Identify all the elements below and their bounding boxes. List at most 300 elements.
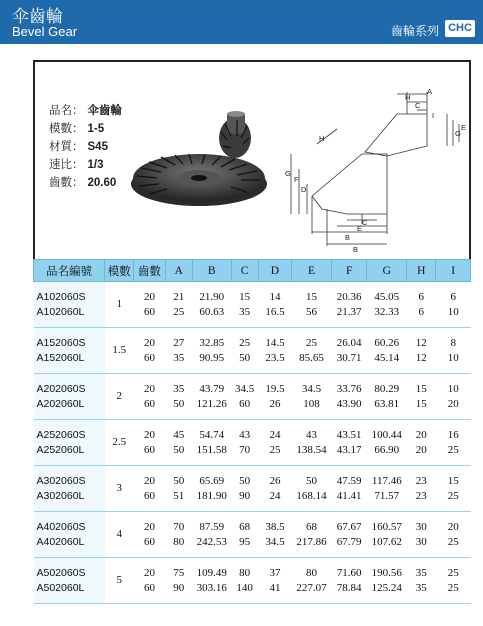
cell-c-value: 68 (239, 520, 251, 533)
cell-c-value: 60 (239, 397, 251, 410)
page-header (0, 0, 483, 44)
cell-d (258, 420, 291, 466)
cell-d-value: 24 (269, 489, 281, 502)
cell-teeth-value: 20 (144, 428, 156, 441)
cell-h-value: 30 (415, 535, 427, 548)
cell-c-value: 15 (239, 290, 251, 303)
cell-b-value: 181.90 (196, 489, 227, 502)
dim-label-h2: H (319, 134, 325, 143)
cell-b (192, 374, 231, 420)
cell-g-value: 160.57 (371, 520, 402, 533)
cell-module-value: 5 (116, 574, 122, 586)
cell-teeth-value: 60 (144, 535, 156, 548)
cell-d (258, 558, 291, 604)
cell-d-value: 16.5 (265, 305, 285, 318)
title-english: Bevel Gear (12, 24, 78, 39)
dim-label-b2: B (345, 233, 351, 242)
cell-b-value: 54.74 (199, 428, 225, 441)
cell-i-value: 25 (447, 443, 459, 456)
cell-b (192, 328, 231, 374)
cell-a (165, 512, 192, 558)
cell-b-value: 60.63 (199, 305, 225, 318)
cell-code (34, 328, 105, 374)
cell-d-value: 26 (269, 474, 281, 487)
col-header-c: C (231, 260, 258, 282)
cell-d (258, 374, 291, 420)
cell-module (105, 374, 134, 420)
cell-f (331, 558, 367, 604)
cell-f-value: 20.36 (336, 290, 362, 303)
cell-code-value: A202060S (36, 382, 86, 395)
cell-g (367, 420, 407, 466)
table-row (34, 558, 471, 604)
cell-g (367, 512, 407, 558)
col-header-g: G (367, 260, 407, 282)
col-header-module: 模數 (105, 260, 134, 282)
cell-h-value: 6 (418, 305, 425, 318)
cell-c-value: 50 (239, 351, 251, 364)
cell-f (331, 374, 367, 420)
dim-label-c: C (362, 218, 368, 227)
cell-d (258, 328, 291, 374)
cell-c (231, 374, 258, 420)
cell-h-value: 12 (415, 351, 427, 364)
cell-i-value: 10 (447, 382, 459, 395)
cell-teeth (134, 420, 165, 466)
cell-code (34, 558, 105, 604)
cell-e (292, 374, 332, 420)
cell-i-value: 16 (447, 428, 459, 441)
cell-d-value: 24 (269, 428, 281, 441)
cell-teeth-value: 20 (144, 566, 156, 579)
cell-f (331, 282, 367, 328)
cell-d-value: 23.5 (265, 351, 285, 364)
dim-label-e: E (357, 224, 363, 233)
cell-g-value: 66.90 (374, 443, 400, 456)
cell-module (105, 558, 134, 604)
cell-teeth-value: 60 (144, 351, 156, 364)
cell-g (367, 374, 407, 420)
cell-c-value: 90 (239, 489, 251, 502)
cell-module-value: 2.5 (112, 436, 127, 448)
cell-c-value: 50 (239, 474, 251, 487)
cell-b-value: 303.16 (196, 581, 227, 594)
cell-teeth-value: 60 (144, 581, 156, 594)
cell-h-value: 15 (415, 382, 427, 395)
cell-a (165, 420, 192, 466)
cell-module-value: 1.5 (112, 344, 127, 356)
cell-module-value: 3 (116, 482, 122, 494)
spec-label: 品名： (49, 103, 84, 117)
spec-line (49, 120, 122, 138)
cell-code-value: A252060S (36, 428, 86, 441)
cell-a-value: 25 (173, 305, 185, 318)
cell-f-value: 47.59 (336, 474, 362, 487)
spec-label: 模數： (49, 121, 84, 135)
cell-c (231, 466, 258, 512)
cell-teeth-value: 60 (144, 397, 156, 410)
dim-label-i: I (432, 111, 435, 120)
cell-code-value: A202060L (36, 397, 85, 410)
cell-d-value: 25 (269, 443, 281, 456)
cell-h (407, 374, 436, 420)
cell-g-value: 45.05 (374, 290, 400, 303)
cell-b (192, 512, 231, 558)
cell-teeth (134, 466, 165, 512)
cell-f-value: 30.71 (336, 351, 362, 364)
cell-f-value: 26.04 (336, 336, 362, 349)
cell-d-value: 14.5 (265, 336, 285, 349)
cell-i (436, 512, 471, 558)
cell-e-value: 138.54 (296, 443, 327, 456)
dim-label-e2: E (461, 123, 467, 132)
cell-e (292, 282, 332, 328)
cell-teeth-value: 60 (144, 489, 156, 502)
cell-f (331, 328, 367, 374)
spec-panel (33, 60, 471, 262)
dim-label-a: A (427, 87, 433, 96)
col-header-d: D (258, 260, 291, 282)
cell-e-value: 50 (306, 474, 318, 487)
cell-e (292, 466, 332, 512)
cell-c-value: 35 (239, 305, 251, 318)
cell-a (165, 282, 192, 328)
cell-d-value: 14 (269, 290, 281, 303)
dim-label-g2: G (455, 129, 461, 138)
cell-i-value: 25 (447, 535, 459, 548)
cell-h-value: 30 (415, 520, 427, 533)
cell-a-value: 35 (173, 351, 185, 364)
cell-f-value: 71.60 (336, 566, 362, 579)
dim-label-d: D (301, 185, 307, 194)
cell-e-value: 56 (306, 305, 318, 318)
cell-module-value: 1 (116, 298, 122, 310)
cell-h-value: 15 (415, 397, 427, 410)
cell-e-value: 80 (306, 566, 318, 579)
cell-module-value: 4 (116, 528, 122, 540)
cell-h-value: 35 (415, 581, 427, 594)
cell-b-value: 90.95 (199, 351, 225, 364)
cell-a-value: 35 (173, 382, 185, 395)
cell-teeth (134, 558, 165, 604)
cell-b (192, 282, 231, 328)
cell-teeth-value: 20 (144, 520, 156, 533)
dim-label-b: B (353, 245, 359, 254)
cell-c (231, 512, 258, 558)
cell-a-value: 50 (173, 474, 185, 487)
cell-h-value: 12 (415, 336, 427, 349)
cell-a (165, 374, 192, 420)
spec-value: S45 (87, 141, 108, 153)
cell-c-value: 25 (239, 336, 251, 349)
cell-e-value: 68 (306, 520, 318, 533)
cell-f-value: 67.79 (336, 535, 362, 548)
cell-h-value: 35 (415, 566, 427, 579)
cell-g (367, 466, 407, 512)
cell-h (407, 420, 436, 466)
col-header-h: H (407, 260, 436, 282)
cell-g (367, 328, 407, 374)
table-row (34, 374, 471, 420)
cell-e-value: 85.65 (299, 351, 324, 364)
cell-f (331, 512, 367, 558)
cell-a (165, 558, 192, 604)
series-label: 齒輪系列 (390, 24, 439, 38)
cell-h-value: 20 (415, 428, 427, 441)
table-header-row (34, 260, 471, 282)
cell-d (258, 282, 291, 328)
title-chinese: 伞齒輪 (12, 7, 63, 27)
cell-f-value: 41.41 (336, 489, 362, 502)
table-row (34, 512, 471, 558)
cell-teeth-value: 20 (144, 474, 156, 487)
cell-a-value: 51 (173, 489, 185, 502)
cell-e-value: 168.14 (296, 489, 327, 502)
spec-label: 速比： (49, 157, 84, 171)
cell-h (407, 512, 436, 558)
cell-c (231, 420, 258, 466)
cell-b (192, 420, 231, 466)
cell-g-value: 45.14 (374, 351, 400, 364)
cell-code-value: A302060S (36, 474, 86, 487)
cell-b-value: 65.69 (199, 474, 225, 487)
cell-d-value: 34.5 (265, 535, 285, 548)
cell-c (231, 558, 258, 604)
cell-d-value: 41 (269, 581, 281, 594)
cell-b-value: 151.58 (196, 443, 227, 456)
cell-code (34, 374, 105, 420)
col-header-e: E (292, 260, 332, 282)
spec-table (33, 259, 471, 604)
cell-code-value: A152060L (36, 351, 85, 364)
cell-g-value: 117.46 (371, 474, 402, 487)
col-header-b: B (192, 260, 231, 282)
cell-g-value: 100.44 (371, 428, 402, 441)
cell-code-value: A502060L (36, 581, 85, 594)
cell-teeth (134, 374, 165, 420)
cell-f-value: 21.37 (336, 305, 362, 318)
cell-f-value: 43.17 (336, 443, 362, 456)
cell-e-value: 43 (306, 428, 318, 441)
cell-code-value: A252060L (36, 443, 85, 456)
cell-b-value: 109.49 (196, 566, 227, 579)
cell-code-value: A402060S (36, 520, 86, 533)
cell-module (105, 328, 134, 374)
cell-g (367, 558, 407, 604)
dim-label-g: G (285, 169, 291, 178)
cell-b (192, 466, 231, 512)
col-header-a: A (165, 260, 192, 282)
cell-code (34, 466, 105, 512)
cell-i (436, 466, 471, 512)
cell-g-value: 190.56 (371, 566, 402, 579)
dim-label-c2: C (415, 101, 421, 110)
spec-list (49, 102, 122, 192)
cell-g (367, 282, 407, 328)
spec-value: 1/3 (87, 159, 104, 171)
table-row (34, 282, 471, 328)
cell-teeth-value: 20 (144, 336, 156, 349)
cell-a-value: 50 (173, 397, 185, 410)
spec-value: 1-5 (87, 123, 105, 135)
cell-a (165, 328, 192, 374)
cell-e (292, 512, 332, 558)
cell-teeth-value: 20 (144, 382, 156, 395)
cell-d-value: 26 (269, 397, 281, 410)
cell-c-value: 70 (239, 443, 251, 456)
cell-code (34, 512, 105, 558)
cell-i-value: 10 (447, 305, 459, 318)
cell-teeth-value: 60 (144, 443, 156, 456)
cell-i-value: 10 (447, 351, 459, 364)
cell-h (407, 558, 436, 604)
cell-g-value: 71.57 (374, 489, 400, 502)
col-header-i: I (436, 260, 471, 282)
spec-line (49, 138, 122, 156)
spec-value: 20.60 (87, 177, 117, 189)
cell-b-value: 87.59 (199, 520, 225, 533)
cell-i (436, 328, 471, 374)
cell-a-value: 80 (173, 535, 185, 548)
cell-code-value: A102060L (36, 305, 85, 318)
col-header-f: F (331, 260, 367, 282)
cell-e-value: 34.5 (301, 382, 322, 395)
cell-g-value: 107.62 (371, 535, 402, 548)
cell-d (258, 466, 291, 512)
cell-i-value: 25 (447, 489, 459, 502)
spec-label: 材質： (49, 139, 84, 153)
cell-f-value: 78.84 (336, 581, 362, 594)
cell-d-value: 37 (269, 566, 281, 579)
cell-a-value: 70 (173, 520, 185, 533)
cell-e-value: 217.86 (296, 535, 327, 548)
cell-c-value: 95 (239, 535, 251, 548)
brand-logo: CHC (445, 20, 475, 37)
cell-c-value: 80 (239, 566, 251, 579)
cell-h (407, 282, 436, 328)
cell-b-value: 43.79 (199, 382, 225, 395)
spec-line (49, 102, 122, 120)
cell-a-value: 50 (173, 443, 185, 456)
cell-i-value: 8 (450, 336, 456, 349)
cell-c-value: 43 (239, 428, 251, 441)
cell-c (231, 328, 258, 374)
cell-f (331, 466, 367, 512)
cell-h (407, 466, 436, 512)
cell-h-value: 20 (415, 443, 427, 456)
cell-g-value: 60.26 (374, 336, 400, 349)
cell-f-value: 67.67 (336, 520, 362, 533)
cell-i (436, 374, 471, 420)
cell-i (436, 282, 471, 328)
bevel-gear-photo (127, 106, 287, 216)
cell-code (34, 420, 105, 466)
cell-i (436, 420, 471, 466)
cell-i-value: 25 (447, 581, 459, 594)
cell-e (292, 558, 332, 604)
cell-b (192, 558, 231, 604)
cell-b-value: 21.90 (199, 290, 225, 303)
cell-i-value: 15 (447, 474, 459, 487)
cell-a-value: 27 (173, 336, 185, 349)
cell-g-value: 125.24 (371, 581, 402, 594)
cell-i-value: 20 (447, 397, 459, 410)
cell-module (105, 282, 134, 328)
cell-code-value: A302060L (36, 489, 85, 502)
spec-line (49, 174, 122, 192)
cell-d (258, 512, 291, 558)
cell-module (105, 466, 134, 512)
cell-a-value: 90 (173, 581, 185, 594)
cell-e-value: 25 (306, 336, 318, 349)
cell-e-value: 227.07 (296, 581, 327, 594)
cell-b-value: 32.85 (199, 336, 225, 349)
cell-g-value: 80.29 (374, 382, 400, 395)
cell-e (292, 328, 332, 374)
cell-i-value: 6 (450, 290, 456, 303)
cell-e-value: 108 (303, 397, 320, 410)
cell-h-value: 23 (415, 474, 427, 487)
table-row (34, 420, 471, 466)
cell-c-value: 140 (236, 581, 253, 594)
cell-code-value: A502060S (36, 566, 86, 579)
dim-label-h: H (405, 93, 411, 102)
cell-module-value: 2 (116, 390, 122, 402)
cell-teeth (134, 282, 165, 328)
spec-label: 齒數： (49, 175, 84, 189)
col-header-teeth: 齒數 (134, 260, 165, 282)
cell-f (331, 420, 367, 466)
cell-a-value: 45 (173, 428, 185, 441)
cell-f-value: 33.76 (336, 382, 362, 395)
spec-value: 伞齒輪 (87, 105, 122, 117)
cell-code-value: A152060S (36, 336, 86, 349)
cell-b-value: 121.26 (196, 397, 227, 410)
cell-f-value: 43.51 (336, 428, 362, 441)
table-row (34, 466, 471, 512)
cell-code-value: A402060L (36, 535, 85, 548)
dim-label-f: F (294, 175, 299, 184)
dimension-diagram (267, 84, 467, 254)
cell-c (231, 282, 258, 328)
cell-i-value: 20 (447, 520, 459, 533)
cell-a (165, 466, 192, 512)
cell-a-value: 75 (173, 566, 185, 579)
cell-teeth-value: 20 (144, 290, 156, 303)
cell-b-value: 242.53 (196, 535, 227, 548)
spec-line (49, 156, 122, 174)
cell-teeth-value: 60 (144, 305, 156, 318)
cell-i-value: 25 (447, 566, 459, 579)
table-row (34, 328, 471, 374)
cell-h-value: 23 (415, 489, 427, 502)
cell-teeth (134, 328, 165, 374)
cell-g-value: 63.81 (374, 397, 400, 410)
col-header-code: 品名編號 (34, 260, 105, 282)
cell-d-value: 38.5 (265, 520, 285, 533)
cell-a-value: 21 (173, 290, 185, 303)
cell-teeth (134, 512, 165, 558)
cell-h (407, 328, 436, 374)
cell-f-value: 43.90 (336, 397, 362, 410)
cell-code (34, 282, 105, 328)
cell-i (436, 558, 471, 604)
cell-h-value: 6 (418, 290, 425, 303)
cell-module (105, 512, 134, 558)
cell-e (292, 420, 332, 466)
cell-c-value: 34.5 (235, 382, 255, 395)
cell-module (105, 420, 134, 466)
